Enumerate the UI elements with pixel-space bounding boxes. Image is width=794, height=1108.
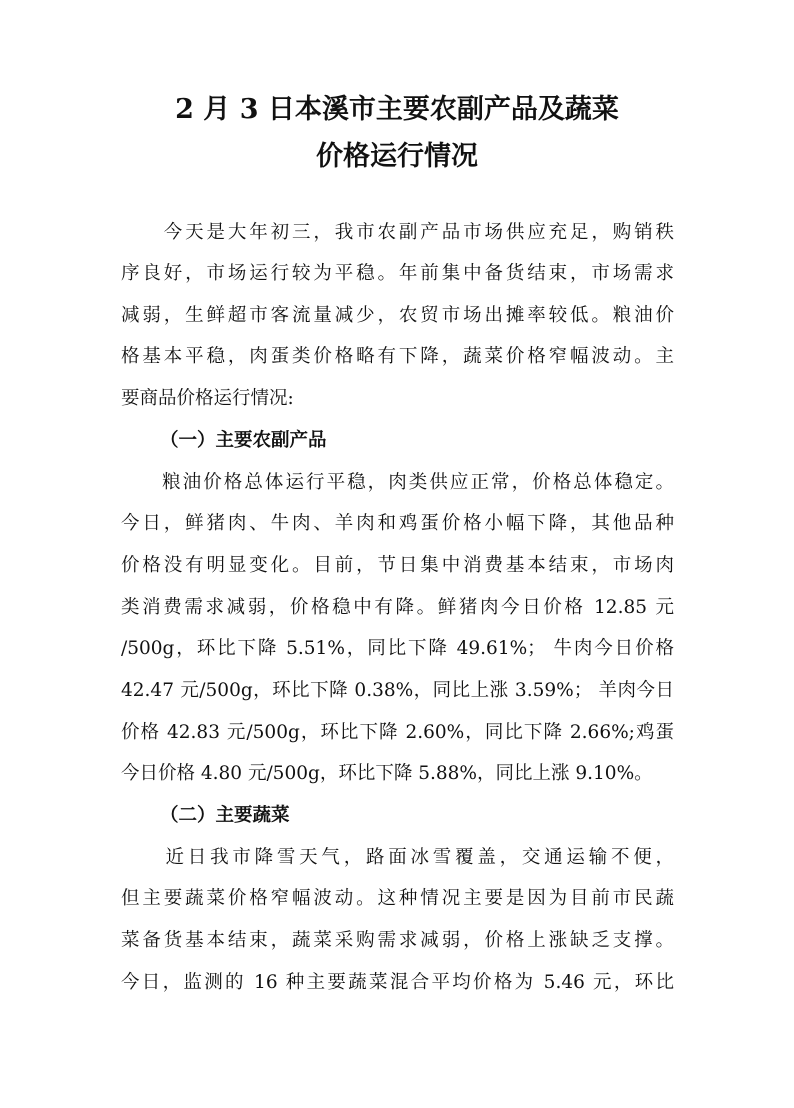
section-1-line: 价格没有明显变化。目前，节日集中消费基本结束，市场肉 <box>121 555 674 576</box>
section-2-heading: （二）主要蔬菜 <box>160 805 290 826</box>
section-1-line: /500g，环比下降 5.51%，同比下降 49.61%； 牛肉今日价格 <box>121 638 674 659</box>
section-1-line: 粮油价格总体运行平稳，肉类供应正常，价格总体稳定。 <box>121 472 674 493</box>
intro-line: 减弱，生鲜超市客流量减少，农贸市场出摊率较低。粮油价 <box>121 305 674 326</box>
section-1-line: 42.47 元/500g，环比下降 0.38%，同比上涨 3.59%； 羊肉今日 <box>121 680 674 701</box>
section-2-line: 近日我市降雪天气，路面冰雪覆盖，交通运输不便， <box>121 847 674 868</box>
section-2-line: 今日，监测的 16 种主要蔬菜混合平均价格为 5.46 元，环比 <box>121 972 674 993</box>
intro-line: 格基本平稳，肉蛋类价格略有下降，蔬菜价格窄幅波动。主 <box>121 346 674 367</box>
section-1-line: 价格 42.83 元/500g，环比下降 2.60%，同比下降 2.66%;鸡蛋 <box>121 722 674 743</box>
section-2-line: 菜备货基本结束，蔬菜采购需求减弱，价格上涨缺乏支撑。 <box>121 930 674 951</box>
section-1-line: 今日，鲜猪肉、牛肉、羊肉和鸡蛋价格小幅下降，其他品种 <box>121 513 674 534</box>
title-line-1: 2 月 3 日本溪市主要农副产品及蔬菜 <box>175 94 619 125</box>
intro-line: 今天是大年初三，我市农副产品市场供应充足，购销秩 <box>121 222 674 243</box>
intro-line: 序良好，市场运行较为平稳。年前集中备货结束，市场需求 <box>121 263 674 284</box>
section-1-line: 类消费需求减弱，价格稳中有降。鲜猪肉今日价格 12.85 元 <box>121 597 674 618</box>
section-2-line: 但主要蔬菜价格窄幅波动。这种情况主要是因为目前市民蔬 <box>121 888 674 909</box>
intro-line: 要商品价格运行情况: <box>121 388 294 409</box>
section-1-line: 今日价格 4.80 元/500g，环比下降 5.88%，同比上涨 9.10%。 <box>121 763 653 784</box>
section-1-heading: （一）主要农副产品 <box>160 430 327 451</box>
title-line-2: 价格运行情况 <box>316 141 478 172</box>
